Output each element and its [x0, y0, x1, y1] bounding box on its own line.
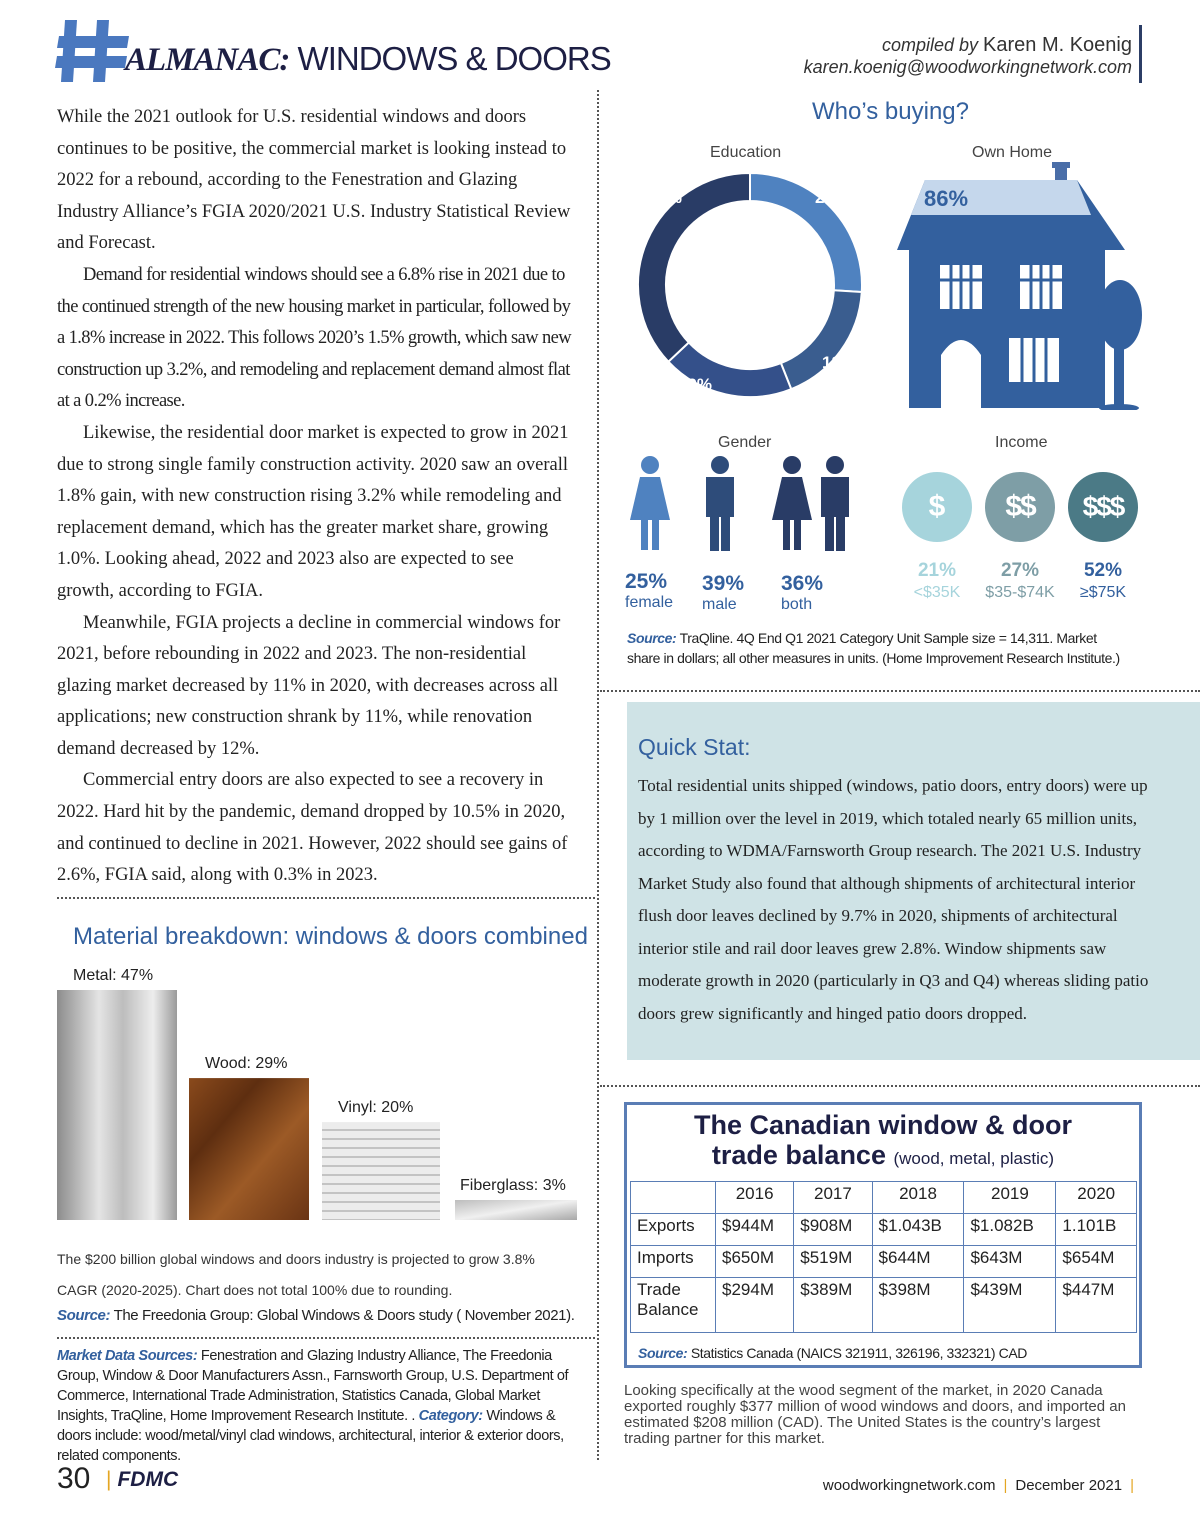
article-paragraph: Demand for residential windows should see a 6.8% rise in 2021 due to the continued strength of the new housing market in particular, followed by a 1.8% increase in 2022. This follows 2020’s 1.5% growth, which saw new construction up 3.2%, and remodeling and replacement demand almost flat at a 0.2% increase. [57, 264, 572, 412]
income-pct-low: 21% [917, 560, 957, 581]
material-bar-metal [57, 990, 177, 1220]
table-cell: $644M [872, 1246, 964, 1278]
source-label: Source: [638, 1345, 688, 1361]
table-cell: 1.101B [1056, 1214, 1137, 1246]
year-header: 2020 [1056, 1182, 1137, 1214]
table-row [631, 1278, 1137, 1333]
income-label-low: <$35K [913, 584, 961, 601]
material-chart-title: Material breakdown: windows & doors combined [73, 923, 588, 950]
table-row [631, 1214, 1137, 1246]
material-bar-label: Fiberglass: 3% [460, 1177, 566, 1194]
material-note: The $200 billion global windows and doors industry is projected to grow 3.8% CAGR (2020-2025). Chart does not total 100% due to rounding. [57, 1251, 535, 1298]
education-pct-hs: 18% [822, 353, 857, 372]
gender-label-male: male [702, 596, 737, 613]
year-header: 2019 [964, 1182, 1056, 1214]
income-pct-high: 52% [1083, 560, 1123, 581]
table-cell: $654M [1056, 1246, 1137, 1278]
female-icon [630, 456, 670, 550]
table-corner-cell [631, 1182, 716, 1214]
title-almanac: ALMANAC: [125, 42, 290, 78]
couple-icon [772, 456, 849, 551]
article-paragraph: Commercial entry doors are also expected to see a recovery in 2022. Hard hit by the pandemic, demand dropped by 10.5% in 2020, and continued to decline in 2021. However, 2022 should see gains of 2.6%, FGIA said, along with 0.3% in 2023. [57, 770, 568, 886]
row-label: Imports [631, 1246, 716, 1278]
article-paragraph: While the 2021 outlook for U.S. residential windows and doors continues to be positive, the commercial market is looking instead to 2022 for a rebound, according to the Fenestration and Glazing Industry Alliance’s FGIA 2020/2021 U.S. Industry Statistical Review and Forecast. [57, 107, 571, 254]
source-label: Source: [57, 1307, 111, 1324]
own-home-label: Own Home [972, 144, 1053, 161]
source-label: Source: [627, 630, 677, 646]
table-cell: $1.082B [964, 1214, 1056, 1246]
quick-stat-body: Total residential units shipped (windows, patio doors, entry doors) were up by 1 million over the level in 2019, which totaled nearly 65 million units, according to WDMA/Farnsworth Group research. The 2021 U.S. Industry Market Study also found that although shipments of architectural interior flush door leaves declined by 9.7% in 2020, shipments of architectural interior stile and rail door leaves grew 2.8%. Window shipments saw moderate growth in 2020 (particularly in Q3 and Q4) whereas sliding patio doors grew significantly and hinged patio doors dropped. [638, 776, 1149, 1023]
year-header: 2018 [872, 1182, 964, 1214]
source-text: Statistics Canada (NAICS 321911, 326196, 332321) CAD [690, 1345, 1027, 1361]
material-bar-wood [189, 1078, 309, 1220]
male-icon [706, 456, 734, 551]
page-title [125, 40, 611, 79]
brand-name: FDMC [117, 1468, 179, 1491]
trade-title-line2: trade balance [711, 1140, 886, 1170]
column-divider [597, 90, 599, 1460]
material-bar-label: Vinyl: 20% [338, 1099, 414, 1117]
category-text: Windows & doors include: wood/metal/vinyl clad windows, architectural, interior & exterior doors, related components. [57, 1408, 564, 1464]
gender-label-both: both [781, 596, 813, 613]
gender-label-female: female [625, 594, 674, 611]
byline [804, 34, 1132, 78]
education-pct-assoc: 37% [648, 188, 683, 207]
table-cell: $398M [872, 1278, 964, 1333]
divider-right-top [600, 690, 1200, 692]
income-label-mid: $35-$74K [985, 584, 1055, 601]
article-paragraph: Likewise, the residential door market is expected to grow in 2021 due to strong single family construction activity. 2020 saw an overall 1.8% gain, with new construction rising 3.2% while remodeling and replacement demand, which has the greater market share, growing 1.0%. Looking ahead, 2022 and 2023 also are expected to see growth, according to FGIA. [57, 422, 569, 601]
table-cell: $294M [716, 1278, 794, 1333]
table-cell: $643M [964, 1246, 1056, 1278]
education-label: Education [710, 144, 782, 161]
income-label-high: ≥$75K [1079, 584, 1127, 601]
market-sources-text: Fenestration and Glazing Industry Alliance, The Freedonia Group, Window & Door Manufacturers Assn., Farnsworth Group, U.S. Department of Commerce, International Trade Administration, Statistics Canada, Global Market Insights, TraQline, Home Improvement Research Institute. . [57, 1348, 569, 1424]
who-buying-title: Who’s buying? [812, 98, 969, 125]
source-text: TraQline. 4Q End Q1 2021 Category Unit Sample size = 14,311. Market share in dollars; all other measures in units. (Home Improvement Research Institute.) [627, 630, 1120, 666]
table-row [631, 1246, 1137, 1278]
year-header: 2017 [794, 1182, 872, 1214]
material-bar-fiberglass [455, 1200, 577, 1220]
table-cell: $519M [794, 1246, 872, 1278]
education-pct-post: 26% [815, 188, 850, 207]
material-bar-chart [57, 960, 582, 1222]
education-label-some: Some college [707, 324, 746, 351]
education-label-assoc: Assoc. or BA [679, 249, 716, 276]
article-paragraph: Meanwhile, FGIA projects a decline in commercial windows for 2021, before rebounding in 2022 and 2023. The non-residential glazing market decreased by 11% in 2020, with decreases across all applications; new construction shrank by 11%, while renovation demand decreased by 12%. [57, 612, 561, 759]
gender-label: Gender [718, 434, 772, 451]
compiled-by-label: compiled by [881, 35, 978, 55]
trade-title-small: (wood, metal, plastic) [893, 1149, 1055, 1168]
quick-stat-title: Quick Stat: [638, 734, 751, 760]
gender-pct-male: 39% [702, 572, 745, 595]
table-cell: $908M [794, 1214, 872, 1246]
year-header: 2016 [716, 1182, 794, 1214]
income-label: Income [995, 434, 1048, 451]
material-bar-label: Wood: 29% [205, 1055, 288, 1073]
table-cell: $447M [1056, 1278, 1137, 1333]
byline-rule [1139, 25, 1142, 83]
source-text: The Freedonia Group: Global Windows & Doors study ( November 2021). [113, 1307, 575, 1324]
footer-site-link[interactable]: woodworkingnetwork.com [822, 1477, 996, 1494]
table-cell: $439M [964, 1278, 1056, 1333]
article-body [57, 102, 575, 892]
education-label-post: Post college [776, 227, 815, 254]
gender-pct-female: 25% [625, 570, 668, 593]
income-high-icon: $$$ [1068, 472, 1138, 542]
page-number: 30 [57, 1462, 91, 1495]
category-label: Category: [418, 1408, 483, 1424]
education-label-hs: HS or less [781, 302, 812, 329]
author-name: Karen M. Koenig [983, 34, 1132, 56]
almanac-hash-logo [55, 20, 133, 82]
trade-source [638, 1343, 1027, 1363]
table-header-row [631, 1182, 1137, 1214]
divider-left-mid [57, 897, 595, 899]
row-label: Exports [631, 1214, 716, 1246]
market-sources-label: Market Data Sources: [57, 1348, 198, 1364]
income-mid-icon: $$ [985, 472, 1055, 542]
row-label: Trade Balance [631, 1278, 716, 1333]
footer-date: December 2021 [1015, 1477, 1123, 1494]
gender-figures-icon [620, 455, 860, 555]
material-bar-vinyl [322, 1122, 440, 1220]
title-topic: WINDOWS & DOORS [297, 40, 611, 77]
own-home-pct: 86% [924, 186, 969, 211]
income-pct-mid: 27% [1000, 560, 1040, 581]
trade-table [630, 1181, 1137, 1333]
wood-segment-note: Looking specifically at the wood segment of the market, in 2020 Canada exported roughly $377 million of wood windows and doors, and imported an estimated $208 million (CAD). The United States is the country’s largest trading partner for this market. [624, 1382, 1126, 1447]
footer-info: woodworkingnetwork.com | December 2021 | [822, 1477, 1134, 1494]
material-bar-label: Metal: 47% [73, 967, 154, 984]
material-source [57, 1306, 577, 1326]
table-cell: $1.043B [872, 1214, 964, 1246]
trade-title [624, 1110, 1142, 1174]
table-cell: $389M [794, 1278, 872, 1333]
income-low-icon: $ [902, 472, 972, 542]
table-cell: $944M [716, 1214, 794, 1246]
education-pct-some: 19% [678, 375, 713, 394]
brand-logo: | FDMC [106, 1468, 179, 1491]
table-cell: $650M [716, 1246, 794, 1278]
gender-pct-both: 36% [781, 572, 824, 595]
who-buying-source [627, 628, 1127, 668]
market-data-sources [57, 1346, 582, 1466]
divider-left-bottom [57, 1337, 595, 1339]
author-email[interactable]: karen.koenig@woodworkingnetwork.com [803, 57, 1132, 77]
trade-title-line1: The Canadian window & door [694, 1110, 1072, 1140]
divider-right-bottom [600, 1085, 1200, 1087]
